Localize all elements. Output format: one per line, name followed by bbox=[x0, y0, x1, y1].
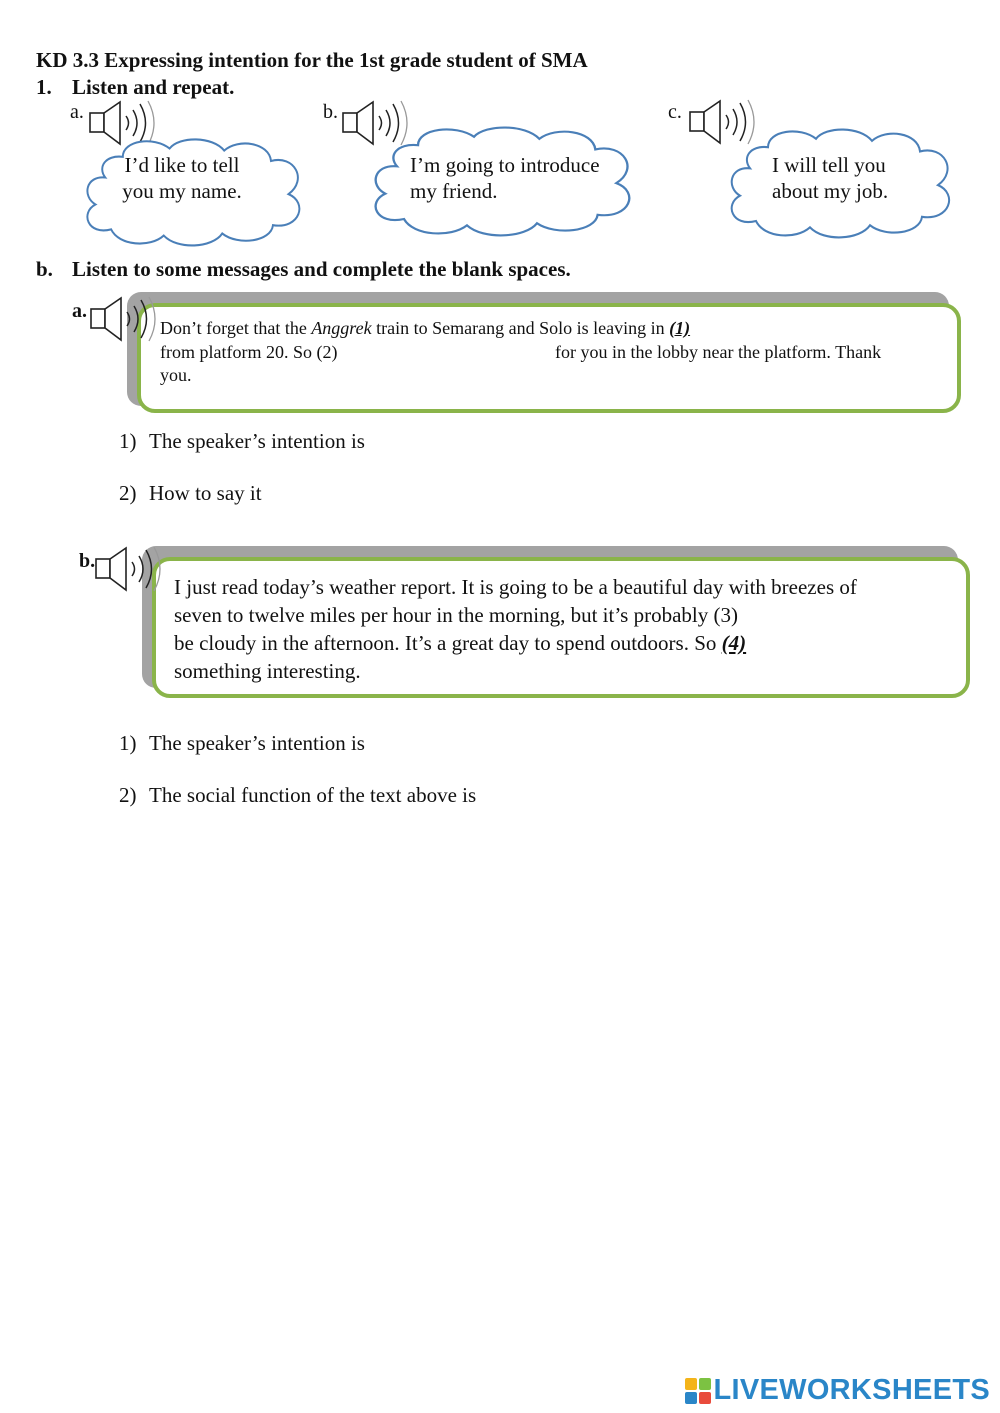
cloud-a-line1: I’d like to tell bbox=[124, 153, 240, 177]
item-c-label: c. bbox=[668, 101, 682, 123]
section-1-number: 1. bbox=[36, 75, 52, 99]
cloud-text-c bbox=[772, 152, 888, 204]
message-a-line3: you. bbox=[160, 365, 192, 385]
speaker-icon[interactable] bbox=[89, 296, 161, 342]
message-b-label: b. bbox=[79, 550, 96, 572]
section-1-title: Listen and repeat. bbox=[72, 75, 235, 99]
cloud-b-line1: I’m going to introduce bbox=[410, 153, 600, 177]
question-text: The speaker’s intention is bbox=[149, 731, 365, 755]
speaker-icon[interactable] bbox=[94, 546, 166, 592]
question-number: 2) bbox=[119, 481, 137, 505]
section-b-title: Listen to some messages and complete the blank spaces. bbox=[72, 257, 571, 281]
blank-3-field[interactable] bbox=[812, 603, 952, 627]
message-b-line3-pre: be cloudy in the afternoon. It’s a great day to spend outdoors. So bbox=[174, 631, 722, 655]
cloud-c-line1: I will tell you bbox=[772, 153, 886, 177]
message-a-line2 bbox=[160, 341, 940, 365]
question-text: The speaker’s intention is bbox=[149, 429, 365, 453]
message-b-question-1 bbox=[119, 731, 365, 756]
brand-name: LIVEWORKSHEETS bbox=[713, 1374, 990, 1406]
liveworksheets-logo[interactable] bbox=[685, 1374, 991, 1407]
question-text: The social function of the text above is bbox=[149, 783, 477, 807]
message-b-text bbox=[174, 573, 964, 685]
train-name: Anggrek bbox=[311, 318, 372, 338]
message-b-line1: I just read today’s weather report. It is going to be a beautiful day with breezes of bbox=[174, 575, 857, 599]
section-1-heading bbox=[36, 75, 234, 100]
cloud-c-line2: about my job. bbox=[772, 179, 889, 203]
cloud-a-line2: you my name. bbox=[122, 179, 242, 203]
worksheet-title: KD 3.3 Expressing intention for the 1st grade student of SMA bbox=[36, 48, 588, 72]
liveworksheets-logo-icon bbox=[685, 1378, 711, 1404]
blank-2-field[interactable] bbox=[366, 341, 548, 363]
message-b-line3 bbox=[174, 629, 964, 657]
answer-field-b1[interactable] bbox=[390, 731, 950, 755]
message-a-line1-post: train to Semarang and Solo is leaving in bbox=[371, 318, 670, 338]
cloud-text-b bbox=[410, 152, 600, 204]
message-a-line2-post: for you in the lobby near the platform. Thank bbox=[555, 341, 882, 362]
section-b-heading bbox=[36, 257, 571, 282]
blank-1[interactable]: (1) bbox=[669, 318, 691, 338]
section-b-number: b. bbox=[36, 257, 53, 281]
message-a-line1 bbox=[160, 317, 940, 341]
answer-field-a2[interactable] bbox=[280, 481, 950, 505]
blank-4[interactable]: (4) bbox=[721, 631, 747, 655]
answer-field-a1[interactable] bbox=[390, 429, 950, 453]
answer-field-b2[interactable] bbox=[510, 783, 950, 807]
message-a-text bbox=[160, 317, 940, 388]
cloud-b-line2: my friend. bbox=[410, 179, 498, 203]
message-a-question-2 bbox=[119, 481, 262, 506]
message-b-question-2 bbox=[119, 783, 476, 808]
item-b-label: b. bbox=[323, 101, 338, 123]
message-b-line4: something interesting. bbox=[174, 659, 361, 683]
cloud-text-a bbox=[76, 152, 288, 204]
message-a-line1-pre: Don’t forget that the bbox=[160, 318, 312, 338]
message-b-line2: seven to twelve miles per hour in the morning, but it’s probably (3) bbox=[174, 603, 738, 627]
question-number: 1) bbox=[119, 429, 137, 453]
question-number: 1) bbox=[119, 731, 137, 755]
message-a-line2-pre: from platform 20. So (2) bbox=[160, 341, 338, 362]
message-a-label: a. bbox=[72, 300, 87, 322]
question-number: 2) bbox=[119, 783, 137, 807]
item-a-label: a. bbox=[70, 101, 84, 123]
message-a-question-1 bbox=[119, 429, 365, 454]
question-text: How to say it bbox=[149, 481, 262, 505]
